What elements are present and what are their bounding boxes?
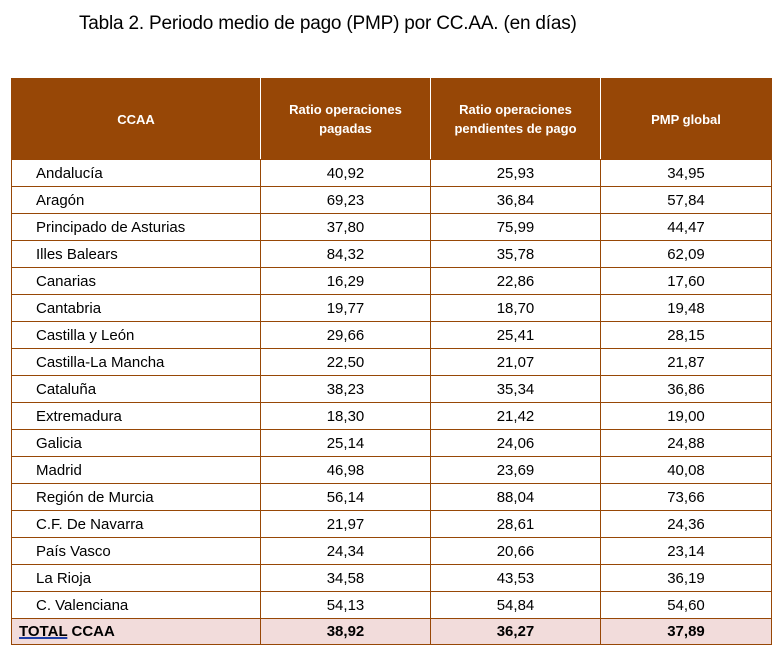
total-pmp-global: 37,89 <box>601 619 772 645</box>
pmp-global-cell: 54,60 <box>601 592 772 619</box>
pmp-global-cell: 28,15 <box>601 322 772 349</box>
ratio-pendientes-cell: 25,41 <box>431 322 601 349</box>
ratio-pendientes-cell: 88,04 <box>431 484 601 511</box>
ratio-pagadas-cell: 25,14 <box>261 430 431 457</box>
pmp-table <box>11 78 772 645</box>
total-label-word: TOTAL <box>19 623 68 640</box>
region-name: C. Valenciana <box>12 592 261 619</box>
region-name: Andalucía <box>12 160 261 187</box>
ratio-pagadas-cell: 40,92 <box>261 160 431 187</box>
table-row <box>12 430 772 457</box>
ratio-pagadas-cell: 29,66 <box>261 322 431 349</box>
ratio-pendientes-cell: 23,69 <box>431 457 601 484</box>
pmp-global-cell: 17,60 <box>601 268 772 295</box>
table-row <box>12 565 772 592</box>
ratio-pagadas-cell: 16,29 <box>261 268 431 295</box>
table-row <box>12 592 772 619</box>
table-row <box>12 241 772 268</box>
ratio-pagadas-cell: 69,23 <box>261 187 431 214</box>
table-row <box>12 295 772 322</box>
ratio-pagadas-cell: 34,58 <box>261 565 431 592</box>
pmp-global-cell: 36,86 <box>601 376 772 403</box>
region-name: Aragón <box>12 187 261 214</box>
pmp-global-cell: 23,14 <box>601 538 772 565</box>
ratio-pendientes-cell: 43,53 <box>431 565 601 592</box>
region-name: Canarias <box>12 268 261 295</box>
region-name: Cantabria <box>12 295 261 322</box>
table-row <box>12 538 772 565</box>
ratio-pendientes-cell: 35,78 <box>431 241 601 268</box>
pmp-global-cell: 34,95 <box>601 160 772 187</box>
total-ratio-pagadas: 38,92 <box>261 619 431 645</box>
ratio-pendientes-cell: 22,86 <box>431 268 601 295</box>
header-ratio-pagadas: Ratio operaciones pagadas <box>261 79 431 160</box>
pmp-global-cell: 19,48 <box>601 295 772 322</box>
ratio-pagadas-cell: 54,13 <box>261 592 431 619</box>
region-name: Extremadura <box>12 403 261 430</box>
table-row <box>12 349 772 376</box>
ratio-pagadas-cell: 37,80 <box>261 214 431 241</box>
region-name: Illes Balears <box>12 241 261 268</box>
total-label-rest: CCAA <box>67 623 115 640</box>
ratio-pagadas-cell: 84,32 <box>261 241 431 268</box>
region-name: Madrid <box>12 457 261 484</box>
region-name: Cataluña <box>12 376 261 403</box>
pmp-global-cell: 44,47 <box>601 214 772 241</box>
region-name: Principado de Asturias <box>12 214 261 241</box>
region-name: C.F. De Navarra <box>12 511 261 538</box>
table-row <box>12 457 772 484</box>
ratio-pagadas-cell: 38,23 <box>261 376 431 403</box>
header-ccaa: CCAA <box>12 79 261 160</box>
ratio-pendientes-cell: 75,99 <box>431 214 601 241</box>
ratio-pagadas-cell: 46,98 <box>261 457 431 484</box>
ratio-pagadas-cell: 19,77 <box>261 295 431 322</box>
region-name: Castilla-La Mancha <box>12 349 261 376</box>
pmp-global-cell: 24,88 <box>601 430 772 457</box>
ratio-pendientes-cell: 54,84 <box>431 592 601 619</box>
table-row <box>12 403 772 430</box>
pmp-global-cell: 73,66 <box>601 484 772 511</box>
ratio-pagadas-cell: 22,50 <box>261 349 431 376</box>
ratio-pendientes-cell: 18,70 <box>431 295 601 322</box>
region-name: País Vasco <box>12 538 261 565</box>
ratio-pendientes-cell: 35,34 <box>431 376 601 403</box>
pmp-global-cell: 24,36 <box>601 511 772 538</box>
header-row <box>12 79 772 160</box>
total-ratio-pendientes: 36,27 <box>431 619 601 645</box>
region-name: Castilla y León <box>12 322 261 349</box>
ratio-pendientes-cell: 21,07 <box>431 349 601 376</box>
pmp-global-cell: 21,87 <box>601 349 772 376</box>
pmp-global-cell: 19,00 <box>601 403 772 430</box>
pmp-global-cell: 62,09 <box>601 241 772 268</box>
ratio-pendientes-cell: 36,84 <box>431 187 601 214</box>
pmp-global-cell: 36,19 <box>601 565 772 592</box>
ratio-pagadas-cell: 24,34 <box>261 538 431 565</box>
header-ratio-pendientes: Ratio operaciones pendientes de pago <box>431 79 601 160</box>
table-title: Tabla 2. Periodo medio de pago (PMP) por CC.AA. (en días) <box>79 13 577 34</box>
ratio-pagadas-cell: 21,97 <box>261 511 431 538</box>
ratio-pagadas-cell: 56,14 <box>261 484 431 511</box>
table-row <box>12 214 772 241</box>
table-row <box>12 268 772 295</box>
pmp-global-cell: 57,84 <box>601 187 772 214</box>
table-row <box>12 511 772 538</box>
table-row <box>12 160 772 187</box>
ratio-pagadas-cell: 18,30 <box>261 403 431 430</box>
total-label <box>12 619 261 645</box>
ratio-pendientes-cell: 21,42 <box>431 403 601 430</box>
table-body <box>12 160 772 645</box>
ratio-pendientes-cell: 25,93 <box>431 160 601 187</box>
pmp-global-cell: 40,08 <box>601 457 772 484</box>
table-row <box>12 484 772 511</box>
table-row <box>12 322 772 349</box>
ratio-pendientes-cell: 24,06 <box>431 430 601 457</box>
region-name: La Rioja <box>12 565 261 592</box>
ratio-pendientes-cell: 28,61 <box>431 511 601 538</box>
total-row <box>12 619 772 645</box>
table-row <box>12 376 772 403</box>
table-row <box>12 187 772 214</box>
region-name: Región de Murcia <box>12 484 261 511</box>
header-pmp-global: PMP global <box>601 79 772 160</box>
region-name: Galicia <box>12 430 261 457</box>
ratio-pendientes-cell: 20,66 <box>431 538 601 565</box>
